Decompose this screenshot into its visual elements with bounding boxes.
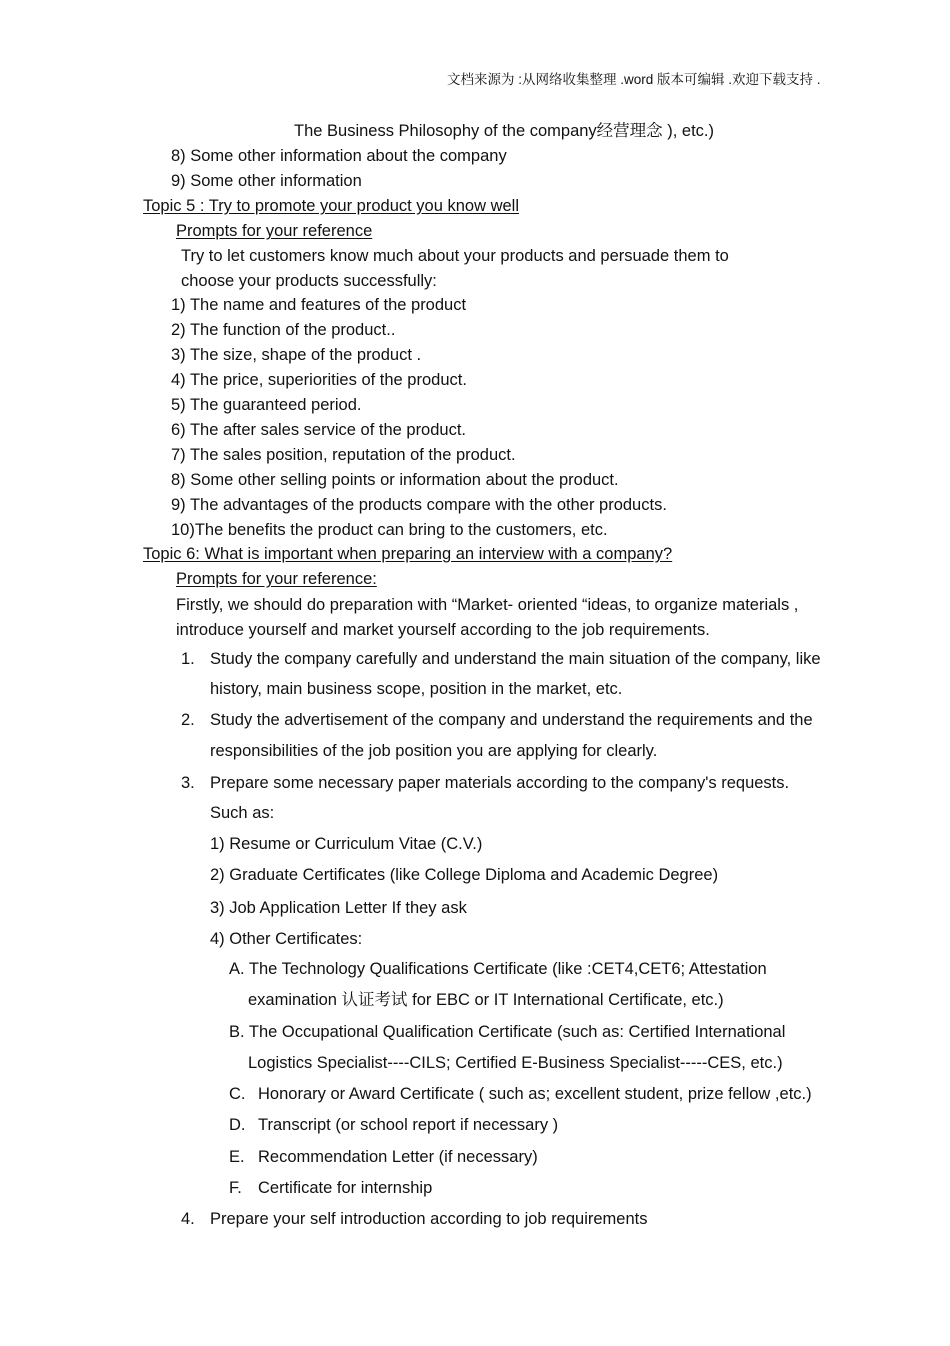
certificate-letter: D. <box>229 1116 246 1134</box>
step-number: 3. <box>181 774 195 792</box>
certificate-item: Honorary or Award Certificate ( such as; excellent student, prize fellow ,etc.) <box>258 1085 812 1103</box>
list-item: 2) The function of the product.. <box>171 321 396 339</box>
step-text: responsibilities of the job position you are applying for clearly. <box>210 742 658 760</box>
list-item: 9) The advantages of the products compare with the other products. <box>171 496 667 514</box>
material-item: 3) Job Application Letter If they ask <box>210 899 467 917</box>
certificate-letter: F. <box>229 1179 242 1197</box>
step-text: Such as: <box>210 804 275 822</box>
page-header: 文档来源为 :从网络收集整理 .word 版本可编辑 .欢迎下载支持 . <box>447 72 821 87</box>
certificate-item: Recommendation Letter (if necessary) <box>258 1148 538 1166</box>
prompts-heading: Prompts for your reference <box>176 222 373 240</box>
certificate-letter: E. <box>229 1148 245 1166</box>
paragraph-line: Firstly, we should do preparation with “Market- oriented “ideas, to organize materials , <box>176 596 799 614</box>
step-text: Study the advertisement of the company and understand the requirements and the <box>210 711 813 729</box>
list-item: 10)The benefits the product can bring to the customers, etc. <box>171 521 608 539</box>
paragraph-line: introduce yourself and market yourself according to the job requirements. <box>176 621 710 639</box>
material-item: 1) Resume or Curriculum Vitae (C.V.) <box>210 835 483 853</box>
list-item: 7) The sales position, reputation of the product. <box>171 446 516 464</box>
prompts-heading: Prompts for your reference: <box>176 570 377 588</box>
certificate-item: Logistics Specialist----CILS; Certified E-Business Specialist-----CES, etc.) <box>248 1054 783 1072</box>
list-item: 3) The size, shape of the product . <box>171 346 422 364</box>
certificate-item: Transcript (or school report if necessary ) <box>258 1116 559 1134</box>
topic-5-heading: Topic 5 : Try to promote your product you know well <box>143 197 520 215</box>
step-text: Study the company carefully and understand the main situation of the company, like <box>210 650 821 668</box>
list-item: 5) The guaranteed period. <box>171 396 362 414</box>
paragraph-line: choose your products successfully: <box>181 272 437 290</box>
step-number: 4. <box>181 1210 195 1228</box>
step-number: 2. <box>181 711 195 729</box>
certificate-item: B. The Occupational Qualification Certificate (such as: Certified International <box>229 1023 786 1041</box>
material-item: 4) Other Certificates: <box>210 930 363 948</box>
list-item: 8) Some other selling points or information about the product. <box>171 471 619 489</box>
paragraph-line: Try to let customers know much about your products and persuade them to <box>181 247 729 265</box>
certificate-item: Certificate for internship <box>258 1179 433 1197</box>
business-philosophy-line: The Business Philosophy of the company经营理念 ), etc.) <box>294 122 715 140</box>
step-number: 1. <box>181 650 195 668</box>
list-item: 4) The price, superiorities of the product. <box>171 371 467 389</box>
list-item: 6) The after sales service of the product. <box>171 421 467 439</box>
step-text: history, main business scope, position in the market, etc. <box>210 680 623 698</box>
certificate-item: examination 认证考试 for EBC or IT International Certificate, etc.) <box>248 991 724 1009</box>
certificate-letter: C. <box>229 1085 246 1103</box>
list-item: 1) The name and features of the product <box>171 296 467 314</box>
list-item: 8) Some other information about the company <box>171 147 507 165</box>
certificate-item: A. The Technology Qualifications Certificate (like :CET4,CET6; Attestation <box>229 960 767 978</box>
step-text: Prepare your self introduction according to job requirements <box>210 1210 648 1228</box>
step-text: Prepare some necessary paper materials according to the company's requests. <box>210 774 790 792</box>
list-item: 9) Some other information <box>171 172 362 190</box>
material-item: 2) Graduate Certificates (like College Diploma and Academic Degree) <box>210 866 719 884</box>
topic-6-heading: Topic 6: What is important when preparing an interview with a company? <box>143 545 673 563</box>
